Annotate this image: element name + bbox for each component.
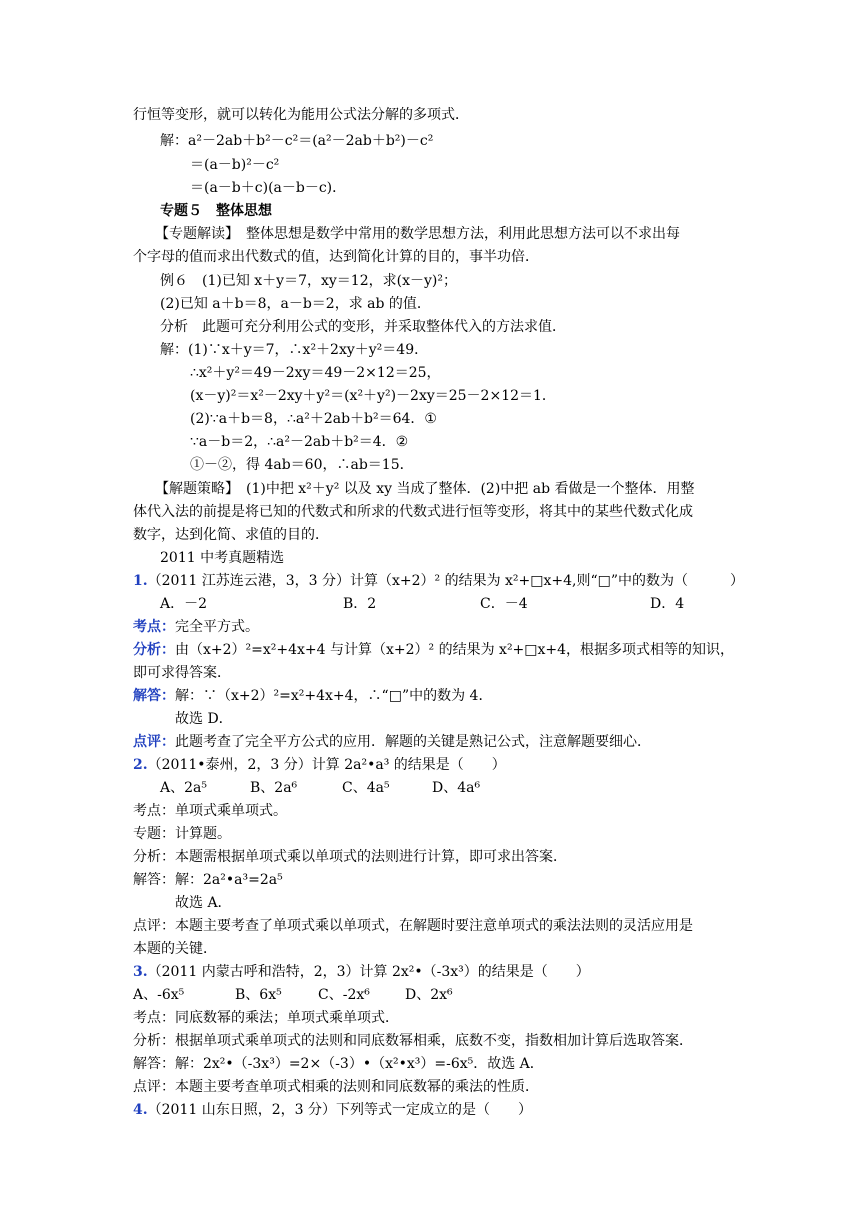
text-line: 本题的关键． (133, 941, 217, 957)
option-b: B、2a⁶ (250, 780, 298, 796)
question-text: （2011 江苏连云港，3，3 分）计算（x+2）² 的结果为 x²+□x+4,则“□”中的数为（ ） (147, 573, 745, 589)
label-fenxi: 分析： (133, 642, 175, 658)
label-dianping: 点评： (133, 734, 175, 750)
question-1 (133, 570, 744, 592)
solution-line: (x－y)²＝x²－2xy＋y²＝(x²＋y²)－2xy＝25－2×12＝1． (190, 388, 556, 404)
zhuanti-line: 专题：计算题。 (133, 826, 231, 842)
question-text: （2011 内蒙古呼和浩特，2，3）计算 2x²•（-3x³）的结果是（ ） (147, 964, 590, 980)
question-number: 1. (133, 573, 148, 589)
option-a: A、2a⁵ (160, 780, 207, 796)
text-line: 【专题解读】 整体思想是数学中常用的数学思想方法，利用此思想方法可以不求出每 (155, 226, 680, 242)
dianping-line: 点评：本题主要考查了单项式乘以单项式，在解题时要注意单项式的乘法法则的灵活应用是 (133, 918, 693, 934)
analysis-line: 分析 此题可充分利用公式的变形，并采取整体代入的方法求值． (160, 319, 566, 335)
question-2 (133, 754, 506, 776)
question-4 (133, 1099, 532, 1121)
solution-line: (2)∵a＋b＝8，∴a²＋2ab＋b²＝64．① (190, 411, 437, 427)
jieda-line: 解答：解：∵（x+2）²=x²+4x+4，∴“□”中的数为 4． (133, 688, 493, 704)
option-a: A．－2 (160, 596, 208, 612)
label-jieda: 解答： (133, 688, 175, 704)
example-line: 例６ (1)已知 x＋y＝7，xy＝12，求(x－y)²； (160, 273, 457, 289)
dianping-line: 点评：此题考查了完全平方公式的应用．解题的关键是熟记公式，注意解题要细心． (133, 734, 651, 750)
option-c: C、4a⁵ (342, 780, 390, 796)
fenxi-line: 分析：本题需根据单项式乘以单项式的法则进行计算，即可求出答案． (133, 849, 567, 865)
solution-line: ∵a－b＝2，∴a²－2ab＋b²＝4．② (190, 434, 409, 450)
text-line: 故选 D． (175, 711, 233, 727)
text-line: 故选 A． (175, 895, 232, 911)
label-zhuanti: 专题： (133, 826, 175, 842)
option-d: D．4 (650, 596, 685, 612)
label-jieda: 解答： (133, 872, 175, 888)
section-heading: 专题５ 整体思想 (160, 203, 272, 219)
text-line: 体代入法的前提是将已知的代数式和所求的代数式进行恒等变形，将其中的某些代数式化成 (133, 504, 693, 520)
solution-line: ∴x²＋y²＝49－2xy＝49－2×12＝25， (190, 365, 441, 381)
text-line: 个字母的值而求出代数式的值，达到简化计算的目的，事半功倍． (133, 249, 539, 265)
jieda-line: 解答：解：2x²•（-3x³）=2×（-3）•（x²•x³）=-6x⁵．故选 A． (133, 1056, 544, 1072)
option-b: B、6x⁵ (235, 987, 282, 1003)
question-text: （2011 山东日照，2，3 分）下列等式一定成立的是（ ） (147, 1102, 532, 1118)
subsection-title: 2011 中考真题精选 (160, 550, 285, 566)
option-c: C、-2x⁶ (318, 987, 370, 1003)
jieda-line: 解答：解：2a²•a³=2a⁵ (133, 872, 283, 888)
fenxi-line: 分析：由（x+2）²=x²+4x+4 与计算（x+2）² 的结果为 x²+□x+4，根据多项式相等的知识， (133, 642, 735, 658)
question-number: 2. (133, 757, 148, 773)
fenxi-line: 分析：根据单项式乘单项式的法则和同底数幂相乘，底数不变，指数相加计算后选取答案． (133, 1033, 693, 1049)
label-kaodian: 考点： (133, 803, 175, 819)
solution-line: ①－②，得 4ab＝60，∴ab＝15． (190, 457, 414, 473)
option-a: A、-6x⁵ (133, 987, 185, 1003)
label-dianping: 点评： (133, 918, 175, 934)
strategy-line: 【解题策略】 (1)中把 x²＋y² 以及 xy 当成了整体．(2)中把 ab 看做是一个整体．用整 (155, 481, 695, 497)
example-line: (2)已知 a＋b＝8，a－b＝2，求 ab 的值． (160, 296, 431, 312)
text-line: 即可求得答案． (133, 665, 231, 681)
label-kaodian: 考点： (133, 619, 175, 635)
option-d: D、4a⁶ (432, 780, 481, 796)
dianping-line: 点评：本题主要考查单项式相乘的法则和同底数幂的乘法的性质． (133, 1079, 539, 1095)
question-number: 4. (133, 1102, 148, 1118)
solution-line: 解：(1)∵x＋y＝7，∴x²＋2xy＋y²＝49． (160, 342, 429, 358)
kaodian-line: 考点：单项式乘单项式。 (133, 803, 287, 819)
solution-line: 解：a²－2ab＋b²－c²＝(a²－2ab＋b²)－c² (160, 133, 434, 149)
question-text: （2011•泰州，2，3 分）计算 2a²•a³ 的结果是（ ） (147, 757, 506, 773)
text-line: 行恒等变形，就可以转化为能用公式法分解的多项式． (133, 107, 469, 123)
kaodian-line: 考点：同底数幂的乘法；单项式乘单项式． (133, 1010, 399, 1026)
question-3 (133, 961, 590, 983)
label-fenxi: 分析： (133, 849, 175, 865)
question-number: 3. (133, 964, 148, 980)
kaodian-line: 考点：完全平方式。 (133, 619, 259, 635)
option-c: C．－4 (480, 596, 528, 612)
solution-line: ＝(a－b＋c)(a－b－c)． (190, 180, 347, 196)
solution-line: ＝(a－b)²－c² (190, 157, 280, 173)
option-d: D、2x⁶ (405, 987, 453, 1003)
text-line: 数字，达到化简、求值的目的． (133, 527, 329, 543)
option-b: B．2 (343, 596, 377, 612)
